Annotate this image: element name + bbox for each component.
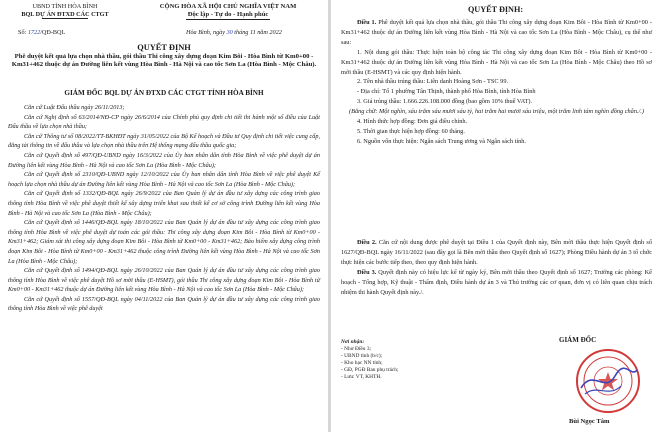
recipients-block [341,339,471,381]
item-price: 3. Giá trúng thầu: 1.666.226.108.000 đồng (bao gồm 10% thuế VAT). [357,98,533,106]
article-2-text: Căn cứ nội dung được phê duyệt tại Điều 1 của Quyết định này, Bên mời thầu thực hiện Quyết định số 1627/QĐ-BQL ngày 16/11/2022 (sau đây gọi là Bên mời thầu theo Quyết định số 1627); Phòng Điều hành dự án 3 tổ chức thực hiện các bước tiếp theo, theo quy định hiện hành. [341,239,652,266]
articles-2-3 [341,238,652,297]
article-1-label: Điều 1. [357,19,377,26]
issuing-agency-header [6,3,124,19]
document-date [186,29,282,36]
article-3-text: Quyết định này có hiệu lực kể từ ngày ký, Bên mời thầu theo Quyết định số 1627; Trưởng các phòng: Kế hoạch - Tổng hợp, Kỹ thuật - Thẩm định, Điều hành dự án 3 và Thủ trưởng các cơ quan, đơn vị có liên quan chịu trách nhiệm thi hành Quyết định này./. [341,268,652,296]
legal-basis-item: Căn cứ Nghị định số 63/2014/NĐ-CP ngày 26/6/2014 của Chính phủ quy định chi tiết thi hành một số điều của Luật Đấu thầu về lựa chọn nhà thầu; [8,113,320,131]
article-2-label: Điều 2. [357,239,377,246]
legal-basis-item: Căn cứ Luật Đấu thầu ngày 26/11/2013; [24,104,125,111]
national-title: CỘNG HÒA XÃ HỘI CHỦ NGHĨA VIỆT NAM [159,3,297,10]
recipient-item: - Như Điều 3; [341,346,372,352]
recipients-label: Nơi nhận: [341,339,365,345]
item-contract-type: 4. Hình thức hợp đồng: Đơn giá điều chỉnh. [357,118,468,126]
recipient-item: - GĐ, PGĐ Ban phụ trách; [341,367,399,373]
legal-basis-item: Căn cứ Thông tư số 08/2022/TT-BKHĐT ngày 31/05/2022 của Bộ Kế hoạch và Đầu tư Quy định chi tiết việc cung cấp, đăng tải thông tin về đấu thầu và lựa chọn nhà thầu trên Hệ thống mạng đấu thầu quốc gia; [8,132,320,150]
right-page [331,0,660,432]
legal-basis-item: Căn cứ Quyết định số 2310/QĐ-UBND ngày 12/10/2022 của Ủy ban nhân dân tỉnh Hòa Bình về việc phê duyệt Kế hoạch lựa chọn nhà thầu dự án Đường liên kết vùng Hòa Bình - Hà Nội và cao tốc Sơn La (Hòa Bình - Mộc Châu); [8,171,320,188]
decision-subtitle: Phê duyệt kết quả lựa chọn nhà thầu, gói thầu Thi công xây dựng đoạn Kim Bôi - Hòa Bình từ Km0+00 - Km31+462 thuộc dự án Đường liên kết vùng Hòa Bình - Hà Nội và cao tốc Sơn La (Hòa Bình - Mộc Châu). [11,53,317,68]
legal-basis-item: Căn cứ Quyết định số 497/QĐ-UBND ngày 16/3/2022 của Ủy ban nhân dân tỉnh Hòa Bình về việc phê duyệt dự án Đường liên kết vùng Hòa Bình - Hà Nội và cao tốc Sơn La (Hòa Bình - Mộc Châu); [8,151,320,169]
article-1 [341,18,652,48]
document-number [18,29,65,36]
date-suffix: tháng 11 năm 2022 [234,29,282,36]
item-funding: 6. Nguồn vốn thực hiện: Ngân sách Trung ương và Ngân sách tỉnh. [357,137,526,145]
item-scope: 1. Nội dung gói thầu: Thực hiện toàn bộ công tác Thi công xây dựng đoạn Kim Bôi - Hòa Bình từ Km0+00 - Km31+462 thuộc dự án Đường liên kết vùng Hòa Bình - Hà Nội và cao tốc Sơn La (Hòa Bình - Mộc Châu) theo Hồ sơ mời thầu (E-HSMT) và các quy định hiện hành. [341,48,652,76]
item-winner-address: - Địa chỉ: Tổ 1 phường Tân Thịnh, thành phố Hòa Bình, tỉnh Hòa Bình [357,88,536,96]
article-2 [341,238,652,268]
agency-underline [42,18,88,19]
item-duration: 5. Thời gian thực hiện hợp đồng: 60 tháng. [357,127,465,135]
decision-body [341,18,652,147]
recipient-item: - Lưu: VT, KHTH. [341,374,382,380]
authority-heading: GIÁM ĐỐC BQL DỰ ÁN ĐTXD CÁC CTGT TỈNH HÒA BÌNH [64,89,264,97]
legal-basis-item: Căn cứ Quyết định số 1494/QĐ-BQL ngày 26/10/2022 của Ban Quản lý dự án đầu tư xây dựng các công trình giao thông tỉnh Hòa Bình về việc phê duyệt Hồ sơ mời thầu (E-HSMT), gói thầu Thi công xây dựng đoạn Kim Bôi - Hòa Bình từ Km0+00 - Km31+462 thuộc dự án Đường liên kết vùng Hòa Bình - Hà Nội và cao tốc Sơn La (Hòa Bình - Mộc Châu); [8,267,320,294]
agency-parent: UBND TỈNH HÒA BÌNH [32,3,98,10]
doc-number-suffix: /QĐ-BQL [40,29,66,36]
signer-title: GIÁM ĐỐC [559,336,597,344]
national-header [128,3,328,20]
legal-basis-item: Căn cứ Quyết định số 1446/QĐ-BQL ngày 18/10/2022 của Ban Quản lý dự án đầu tư xây dựng các công trình giao thông tỉnh Hòa Bình về việc phê duyệt dự toán các gói thầu: Thi công xây dựng đoạn Kim Bôi - Hòa Bình từ Km0+00 - Km31+462; Giám sát thi công xây dựng đoạn Kim Bôi - Hòa Bình từ Km0+00 - Km31+462; Bảo hiểm xây dựng công trình đoạn Kim Bôi - Hòa Bình từ Km0+00 - Km31+462 thuộc công trình Đường liên kết vùng Hòa Bình - Hà Nội và cao tốc Sơn La (Hòa Bình - Mộc Châu); [8,219,320,265]
article-3-label: Điều 3. [357,268,377,276]
agency-name: BQL DỰ ÁN ĐTXD CÁC CTGT [21,10,109,18]
doc-number-value: 1722 [27,29,41,36]
date-day: 30 [226,29,233,36]
legal-bases [8,103,320,314]
national-motto: Độc lập - Tự do - Hạnh phúc [187,10,269,18]
official-seal [575,348,641,414]
item-winner: 2. Tên nhà thầu trúng thầu: Liên danh Hoàng Sơn - TSC 99. [357,78,509,86]
decides-heading: QUYẾT ĐỊNH: [467,5,524,14]
legal-basis-item: Căn cứ Quyết định số 1332/QĐ-BQL ngày 26/9/2022 của Ban Quản lý dự án đầu tư xây dựng các công trình giao thông tỉnh Hòa Bình về việc phê duyệt thiết kế xây dựng triển khai sau thiết kế cơ sở công trình Đường liên kết vùng Hòa Bình - Hà Nội và cao tốc Sơn La (Hòa Bình - Mộc Châu); [8,190,320,217]
recipient-item: - Kho bạc NN tỉnh; [341,360,383,366]
legal-basis-item: Căn cứ Quyết định số 1557/QĐ-BQL ngày 04/11/2022 của Ban Quản lý dự án đầu tư xây dựng các công trình giao thông tỉnh Hòa Bình về việc phê duyệt [8,295,320,313]
decision-title: QUYẾT ĐỊNH [137,43,191,52]
date-prefix: Hòa Bình, ngày [186,29,226,36]
left-page [0,0,328,432]
article-3 [341,268,652,298]
signer-name: Bùi Ngọc Tâm [569,418,610,425]
recipient-item: - UBND tỉnh (b/c); [341,353,383,359]
item-price-in-words: (Bằng chữ: Một nghìn, sáu trăm sáu mươi sáu tỷ, hai trăm hai mươi sáu triệu, một trăm linh tám nghìn đồng chẵn./.) [349,108,644,116]
doc-number-prefix: Số: [18,29,27,36]
article-1-text: Phê duyệt kết quả lựa chọn nhà thầu, gói thầu Thi công xây dựng đoạn Kim Bôi - Hòa Bình từ Km0+00 - Km31+462 thuộc dự án Đường liên kết vùng Hòa Bình - Hà Nội và cao tốc Sơn La (Hòa Bình - Mộc Châu), cụ thể như sau: [341,19,652,46]
motto-underline [186,19,270,20]
